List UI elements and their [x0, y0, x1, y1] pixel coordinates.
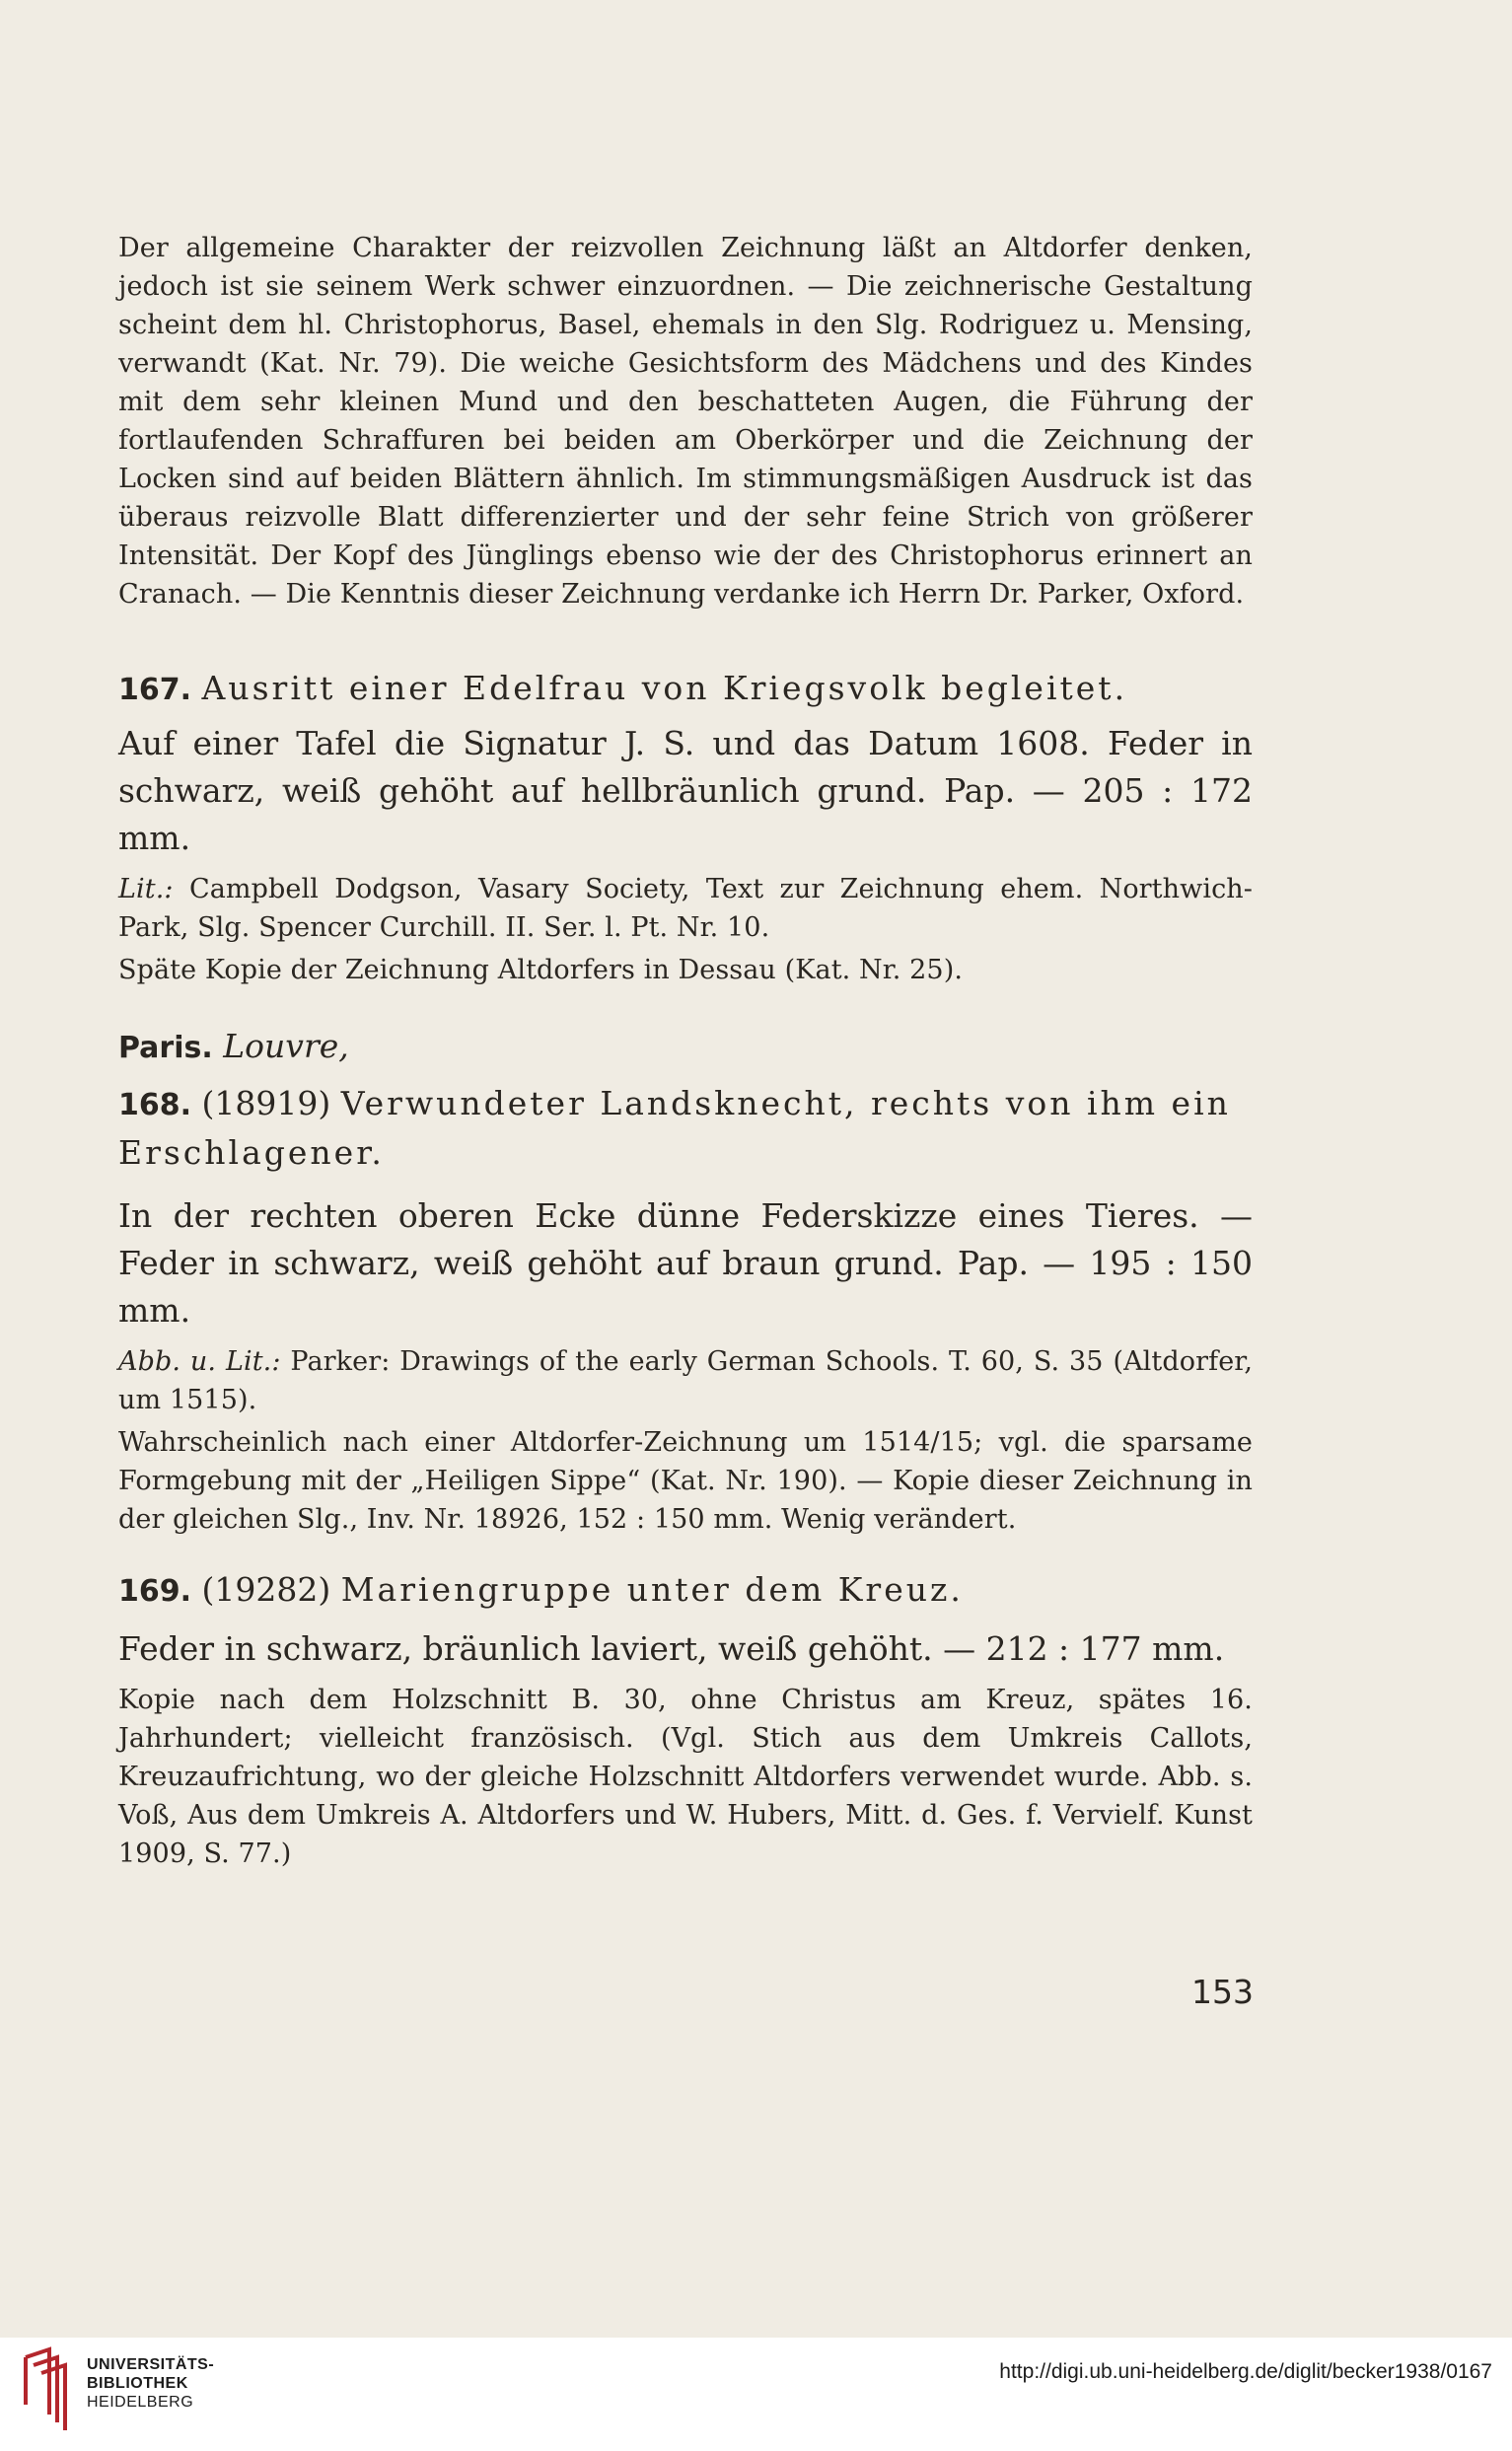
library-name-line2: BIBLIOTHEK	[87, 2375, 188, 2392]
literature-text: Campbell Dodgson, Vasary Society, Text zur Zeichnung ehem. Northwich-Park, Slg. Spencer Curchill. II. Ser. l. Pt. Nr. 10.	[118, 874, 1254, 943]
entry-168-description: In der rechten oberen Ecke dünne Federskizze eines Tieres. — Feder in schwarz, weiß gehöht auf braun grund. Pap. — 195 : 150 mm.	[118, 1196, 1253, 1330]
literature-label: Abb. u. Lit.:	[118, 1346, 281, 1377]
entry-167-note: Späte Kopie der Zeichnung Altdorfers in Dessau (Kat. Nr. 25).	[118, 955, 964, 985]
entry-number: 169.	[118, 1574, 192, 1609]
library-name-line3: HEIDELBERG	[87, 2394, 194, 2411]
entry-169-heading	[118, 1566, 1253, 1616]
entry-167-heading	[118, 665, 1253, 714]
source-url-link[interactable]: http://digi.ub.uni-heidelberg.de/diglit/becker1938/0167	[999, 2360, 1492, 2383]
entry-title: Verwundeter Landsknecht, rechts von ihm ein Erschlagener.	[118, 1084, 1231, 1172]
entry-169-note: Kopie nach dem Holzschnitt B. 30, ohne Christus am Kreuz, spätes 16. Jahrhundert; vielleicht französisch. (Vgl. Stich aus dem Umkreis Callots, Kreuzaufrichtung, wo der gleiche Holzschnitt Altdorfers verwendet wurde. Abb. s. Voß, Aus dem Umkreis A. Altdorfers und W. Hubers, Mitt. d. Ges. f. Vervielf. Kunst 1909, S. 77.)	[118, 1685, 1253, 1869]
entry-168-literature	[118, 1342, 1253, 1419]
library-logo-icon	[20, 2345, 69, 2434]
entry-167-literature	[118, 870, 1253, 947]
entry-168-heading	[118, 1080, 1253, 1177]
entry-number: 168.	[118, 1088, 192, 1122]
location-heading	[118, 1023, 1253, 1072]
entry-167-description: Auf einer Tafel die Signatur J. S. und das Datum 1608. Feder in schwarz, weiß gehöht auf hellbräunlich grund. Pap. — 205 : 172 mm.	[118, 724, 1253, 857]
entry-number: 167.	[118, 673, 192, 707]
entry-169-description: Feder in schwarz, bräunlich laviert, weiß gehöht. — 212 : 177 mm.	[118, 1629, 1225, 1668]
literature-text: Parker: Drawings of the early German Schools. T. 60, S. 35 (Altdorfer, um 1515).	[118, 1346, 1253, 1415]
entry-168-note: Wahrscheinlich nach einer Altdorfer-Zeichnung um 1514/15; vgl. die sparsame Formgebung mit der „Heiligen Sippe“ (Kat. Nr. 190). — Kopie dieser Zeichnung in der gleichen Slg., Inv. Nr. 18926, 152 : 150 mm. Wenig verändert.	[118, 1427, 1253, 1535]
literature-label: Lit.:	[118, 874, 174, 904]
page-number: 153	[1191, 1973, 1254, 2011]
entry-title: Mariengruppe unter dem Kreuz.	[340, 1570, 964, 1609]
intro-paragraph: Der allgemeine Charakter der reizvollen Zeichnung läßt an Altdorfer denken, jedoch ist sie seinem Werk schwer einzuordnen. — Die zeichnerische Gestaltung scheint dem hl. Christophorus, Basel, ehemals in den Slg. Rodriguez u. Mensing, verwandt (Kat. Nr. 79). Die weiche Gesichtsform des Mädchens und des Kindes mit dem sehr kleinen Mund und den beschatteten Augen, die Führung der fortlaufenden Schraffuren bei beiden am Oberkörper und die Zeichnung der Locken sind auf beiden Blättern ähnlich. Im stimmungsmäßigen Ausdruck ist das überaus reizvolle Blatt differenzierter und der sehr feine Strich von größerer Intensität. Der Kopf des Jünglings ebenso wie der des Christophorus erinnert an Cranach. — Die Kenntnis dieser Zeichnung verdanke ich Herrn Dr. Parker, Oxford.	[118, 233, 1253, 610]
museum-name: Louvre,	[223, 1027, 349, 1065]
page-content	[118, 229, 1253, 1873]
inventory-number: (19282)	[201, 1570, 331, 1609]
footer-bar	[0, 2338, 1512, 2451]
city-name: Paris.	[118, 1031, 213, 1065]
inventory-number: (18919)	[201, 1084, 331, 1122]
library-name-line1: UNIVERSITÄTS-	[87, 2356, 215, 2373]
library-name	[87, 2355, 214, 2412]
entry-title: Ausritt einer Edelfrau von Kriegsvolk begleitet.	[201, 669, 1128, 707]
